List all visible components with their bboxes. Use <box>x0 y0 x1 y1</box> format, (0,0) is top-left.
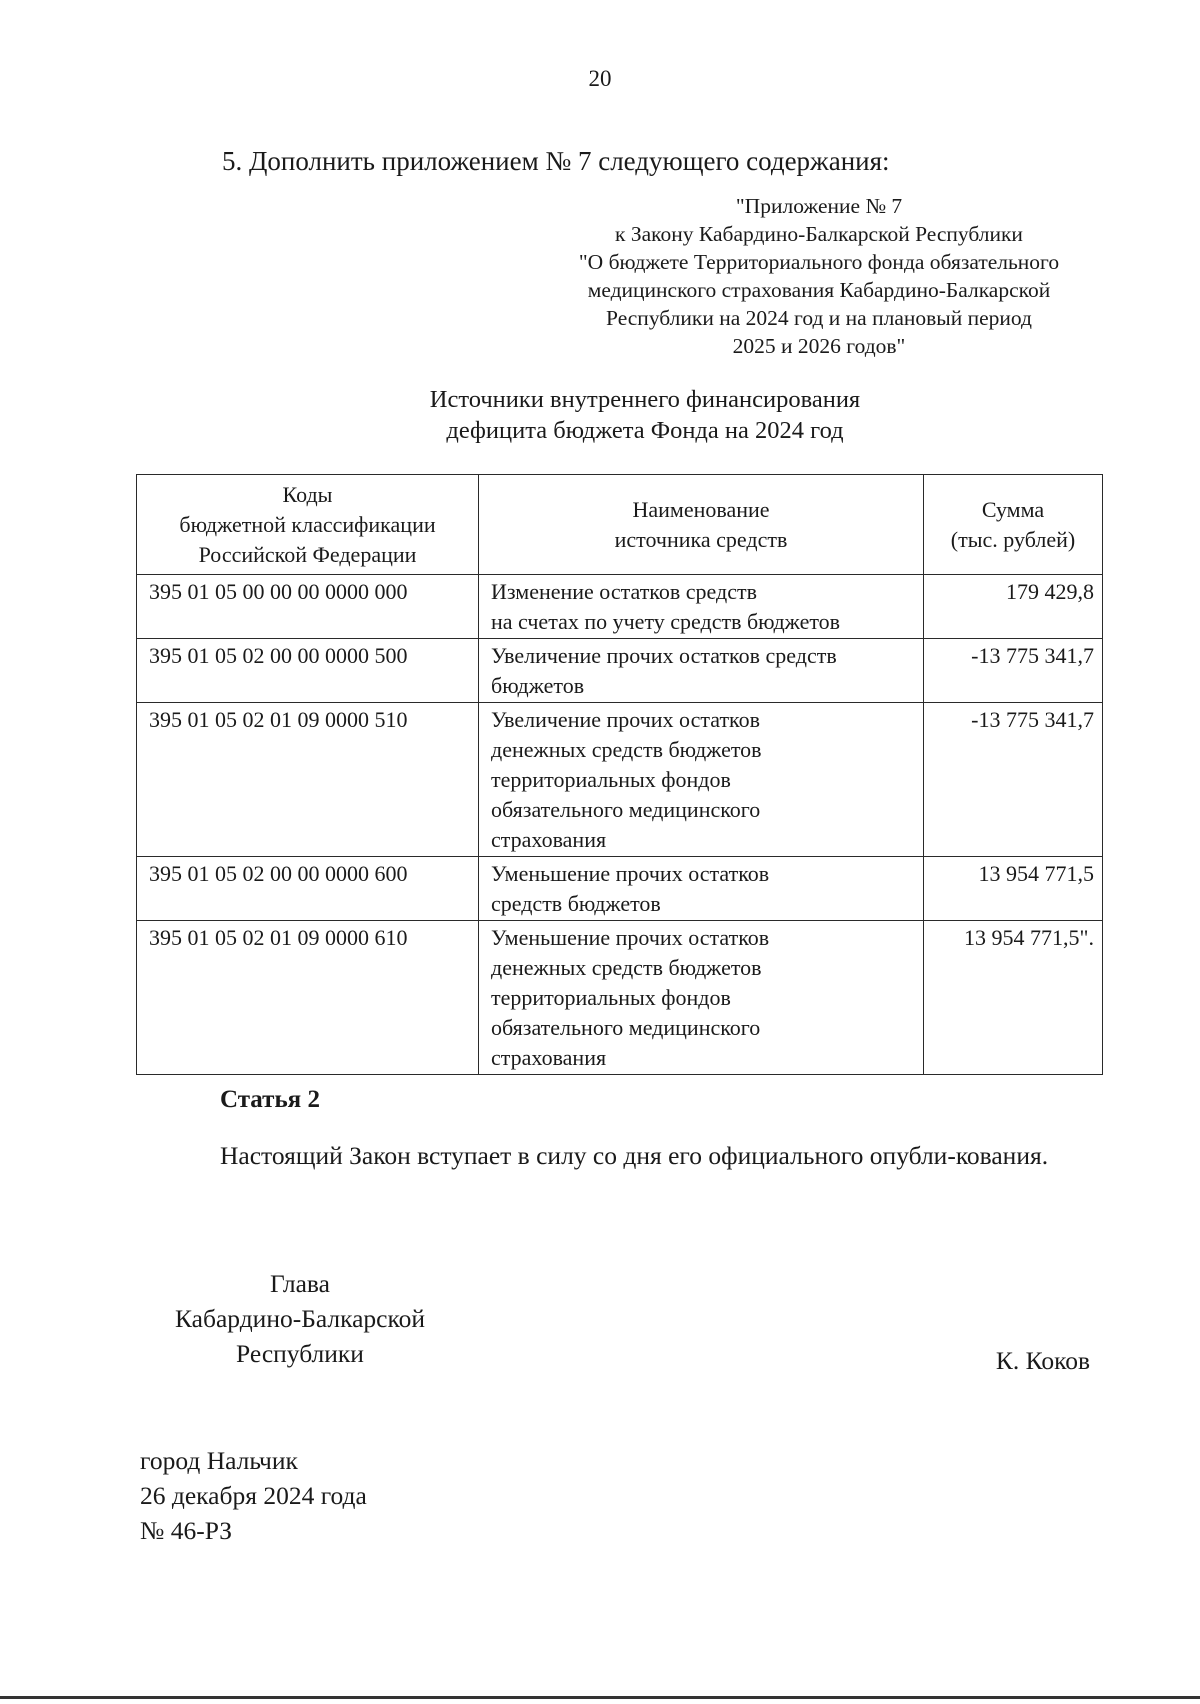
row-name-line: Изменение остатков средств <box>491 579 757 604</box>
header-text: бюджетной классификации <box>179 512 436 537</box>
article-text: Настоящий Закон вступает в силу со дня его официального опубли-кования. <box>220 1141 1049 1170</box>
row-code: 395 01 05 02 00 00 0000 600 <box>137 857 479 921</box>
row-name-line: территориальных фондов <box>491 767 731 792</box>
row-name-line: на счетах по учету средств бюджетов <box>491 609 841 634</box>
row-name-line: бюджетов <box>491 673 585 698</box>
row-name-line: обязательного медицинского <box>491 797 761 822</box>
table-title <box>0 384 1200 446</box>
row-sum: -13 775 341,7 <box>924 703 1103 857</box>
header-text: Российской Федерации <box>198 542 417 567</box>
annex-header-line: медицинского страхования Кабардино-Балкарской <box>587 278 1051 302</box>
signer-title-line: Глава <box>270 1269 330 1298</box>
row-name-line: территориальных фондов <box>491 985 731 1010</box>
row-name-line: Увеличение прочих остатков средств <box>491 643 837 668</box>
row-sum: 179 429,8 <box>924 575 1103 639</box>
table-row <box>137 575 1103 639</box>
table-row <box>137 921 1103 1075</box>
signer-name: К. Коков <box>995 1346 1090 1375</box>
row-name <box>479 921 924 1075</box>
table-row <box>137 703 1103 857</box>
row-name-line: Увеличение прочих остатков <box>491 707 761 732</box>
header-text: (тыс. рублей) <box>950 527 1076 552</box>
row-code: 395 01 05 02 01 09 0000 610 <box>137 921 479 1075</box>
header-text: Коды <box>282 482 333 507</box>
row-code: 395 01 05 00 00 00 0000 000 <box>137 575 479 639</box>
row-code: 395 01 05 02 00 00 0000 500 <box>137 639 479 703</box>
row-name-line: Уменьшение прочих остатков <box>491 925 770 950</box>
row-name-line: денежных средств бюджетов <box>491 955 762 980</box>
row-sum: 13 954 771,5 <box>924 857 1103 921</box>
row-name <box>479 575 924 639</box>
header-sum <box>924 475 1103 575</box>
annex-header-line: "Приложение № 7 <box>735 194 903 218</box>
date: 26 декабря 2024 года <box>140 1481 367 1510</box>
header-text: источника средств <box>614 527 788 552</box>
annex-header-line: Республики на 2024 год и на плановый период <box>606 306 1032 330</box>
table-header-row <box>137 475 1103 575</box>
signer-title-line: Кабардино-Балкарской <box>175 1304 425 1333</box>
header-name <box>479 475 924 575</box>
table-row <box>137 639 1103 703</box>
table-row <box>137 857 1103 921</box>
header-text: Сумма <box>981 497 1045 522</box>
row-name-line: страхования <box>491 827 607 852</box>
row-name-line: денежных средств бюджетов <box>491 737 762 762</box>
law-number: № 46-РЗ <box>140 1516 232 1545</box>
funding-sources-table <box>136 474 1103 1075</box>
city: город Нальчик <box>140 1446 298 1475</box>
row-name <box>479 703 924 857</box>
row-name-line: обязательного медицинского <box>491 1015 761 1040</box>
row-name <box>479 639 924 703</box>
place-date-block <box>140 1443 367 1548</box>
annex-header-line: к Закону Кабардино-Балкарской Республики <box>615 222 1023 246</box>
row-sum: 13 954 771,5". <box>924 921 1103 1075</box>
row-name-line: Уменьшение прочих остатков <box>491 861 770 886</box>
scan-edge-line <box>0 1696 1200 1699</box>
page-number: 20 <box>588 66 612 91</box>
annex-header-line: 2025 и 2026 годов" <box>732 334 906 358</box>
row-code: 395 01 05 02 01 09 0000 510 <box>137 703 479 857</box>
signer-title <box>140 1266 460 1371</box>
row-name-line: страхования <box>491 1045 607 1070</box>
amendment-line: 5. Дополнить приложением № 7 следующего содержания: <box>222 146 890 176</box>
row-sum: -13 775 341,7 <box>924 639 1103 703</box>
annex-header-line: "О бюджете Территориального фонда обязательного <box>578 250 1060 274</box>
table-title-line: Источники внутреннего финансирования <box>429 386 861 413</box>
annex-header <box>530 192 1108 360</box>
header-code <box>137 475 479 575</box>
row-name <box>479 857 924 921</box>
article-heading: Статья 2 <box>220 1086 320 1113</box>
signer-title-line: Республики <box>236 1339 364 1368</box>
table-title-line: дефицита бюджета Фонда на 2024 год <box>446 417 844 444</box>
row-name-line: средств бюджетов <box>491 891 661 916</box>
header-text: Наименование <box>632 497 770 522</box>
